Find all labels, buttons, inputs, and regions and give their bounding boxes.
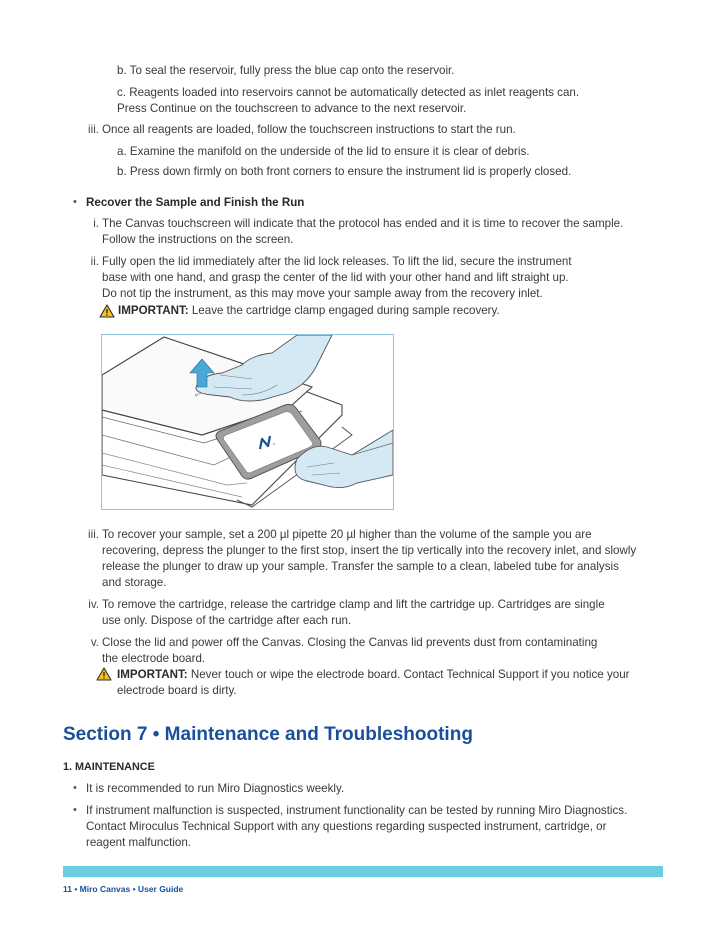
step-number-iii-recover: iii. bbox=[88, 528, 99, 541]
lid-lift-figure bbox=[101, 334, 394, 510]
bullet-dot: • bbox=[73, 804, 77, 816]
protocol-ended-step: The Canvas touchscreen will indicate that the protocol has ended and it is time to recover the sample. bbox=[102, 217, 624, 230]
bullet-dot: • bbox=[73, 782, 77, 794]
important-text: Leave the cartridge clamp engaged during sample recovery. bbox=[188, 304, 500, 317]
important-label: IMPORTANT: bbox=[117, 668, 188, 681]
remove-cartridge-step-cont: use only. Dispose of the cartridge after each run. bbox=[102, 614, 352, 627]
page-footer: 11 • Miro Canvas • User Guide bbox=[63, 884, 184, 894]
open-lid-step-cont2: Do not tip the instrument, as this may move your sample away from the recovery inlet. bbox=[102, 287, 543, 300]
recover-heading: Recover the Sample and Finish the Run bbox=[86, 196, 305, 209]
malfunction-item-cont2: reagent malfunction. bbox=[86, 836, 192, 849]
protocol-ended-step-cont: Follow the instructions on the screen. bbox=[102, 233, 294, 246]
important-note-clamp bbox=[118, 302, 500, 319]
step-number-iv: iv. bbox=[88, 598, 99, 611]
step-number-v: v. bbox=[90, 636, 99, 649]
instrument-illustration bbox=[102, 335, 393, 509]
step-number-iii: iii. bbox=[88, 123, 99, 136]
section-title: Section 7 • Maintenance and Troubleshooting bbox=[63, 724, 473, 745]
important-note-electrode-cont: electrode board is dirty. bbox=[117, 684, 237, 697]
open-lid-step-cont1: base with one hand, and grasp the center of the lid with your other hand and lift straight up. bbox=[102, 271, 569, 284]
open-lid-step: Fully open the lid immediately after the lid lock releases. To lift the lid, secure the instrument bbox=[102, 255, 572, 268]
footer-bar bbox=[63, 866, 663, 877]
pipette-step-cont1: recovering, depress the plunger to the first stop, insert the tip vertically into the recovery inlet, and slowly bbox=[102, 544, 637, 557]
pipette-step-cont2: release the plunger to draw up your sample. Transfer the sample to a clean, labeled tube for analysis bbox=[102, 560, 619, 573]
malfunction-item: If instrument malfunction is suspected, instrument functionality can be tested by running Miro Diagnostics. bbox=[86, 804, 628, 817]
reservoir-detect-step-cont: Press Continue on the touchscreen to advance to the next reservoir. bbox=[117, 102, 467, 115]
remove-cartridge-step: To remove the cartridge, release the cartridge clamp and lift the cartridge up. Cartridges are single bbox=[102, 598, 605, 611]
bullet-dot: • bbox=[73, 196, 77, 208]
power-off-step-cont: the electrode board. bbox=[102, 652, 206, 665]
examine-manifold-step: a. Examine the manifold on the underside of the lid to ensure it is clear of debris. bbox=[117, 145, 530, 158]
power-off-step: Close the lid and power off the Canvas. Closing the Canvas lid prevents dust from contaminating bbox=[102, 636, 598, 649]
important-note-electrode bbox=[117, 666, 630, 683]
pipette-step-cont3: and storage. bbox=[102, 576, 167, 589]
warning-icon bbox=[96, 667, 112, 681]
reservoir-detect-step: c. Reagents loaded into reservoirs cannot be automatically detected as inlet reagents can. bbox=[117, 86, 580, 99]
start-run-step: Once all reagents are loaded, follow the touchscreen instructions to start the run. bbox=[102, 123, 516, 136]
warning-icon bbox=[99, 304, 115, 318]
step-number-ii: ii. bbox=[90, 255, 99, 268]
step-number-i: i. bbox=[93, 217, 99, 230]
press-lid-step: b. Press down firmly on both front corners to ensure the instrument lid is properly closed. bbox=[117, 165, 572, 178]
pipette-step: To recover your sample, set a 200 µl pipette 20 µl higher than the volume of the sample you are bbox=[102, 528, 592, 541]
diagnostics-weekly-item: It is recommended to run Miro Diagnostics weekly. bbox=[86, 782, 345, 795]
important-label: IMPORTANT: bbox=[118, 304, 189, 317]
malfunction-item-cont1: Contact Miroculus Technical Support with any questions regarding suspected instrument, cartridge, or bbox=[86, 820, 607, 833]
maintenance-subheading: 1. MAINTENANCE bbox=[63, 761, 155, 773]
important-text: Never touch or wipe the electrode board. Contact Technical Support if you notice your bbox=[187, 668, 630, 681]
reservoir-seal-step: b. To seal the reservoir, fully press the blue cap onto the reservoir. bbox=[117, 64, 455, 77]
